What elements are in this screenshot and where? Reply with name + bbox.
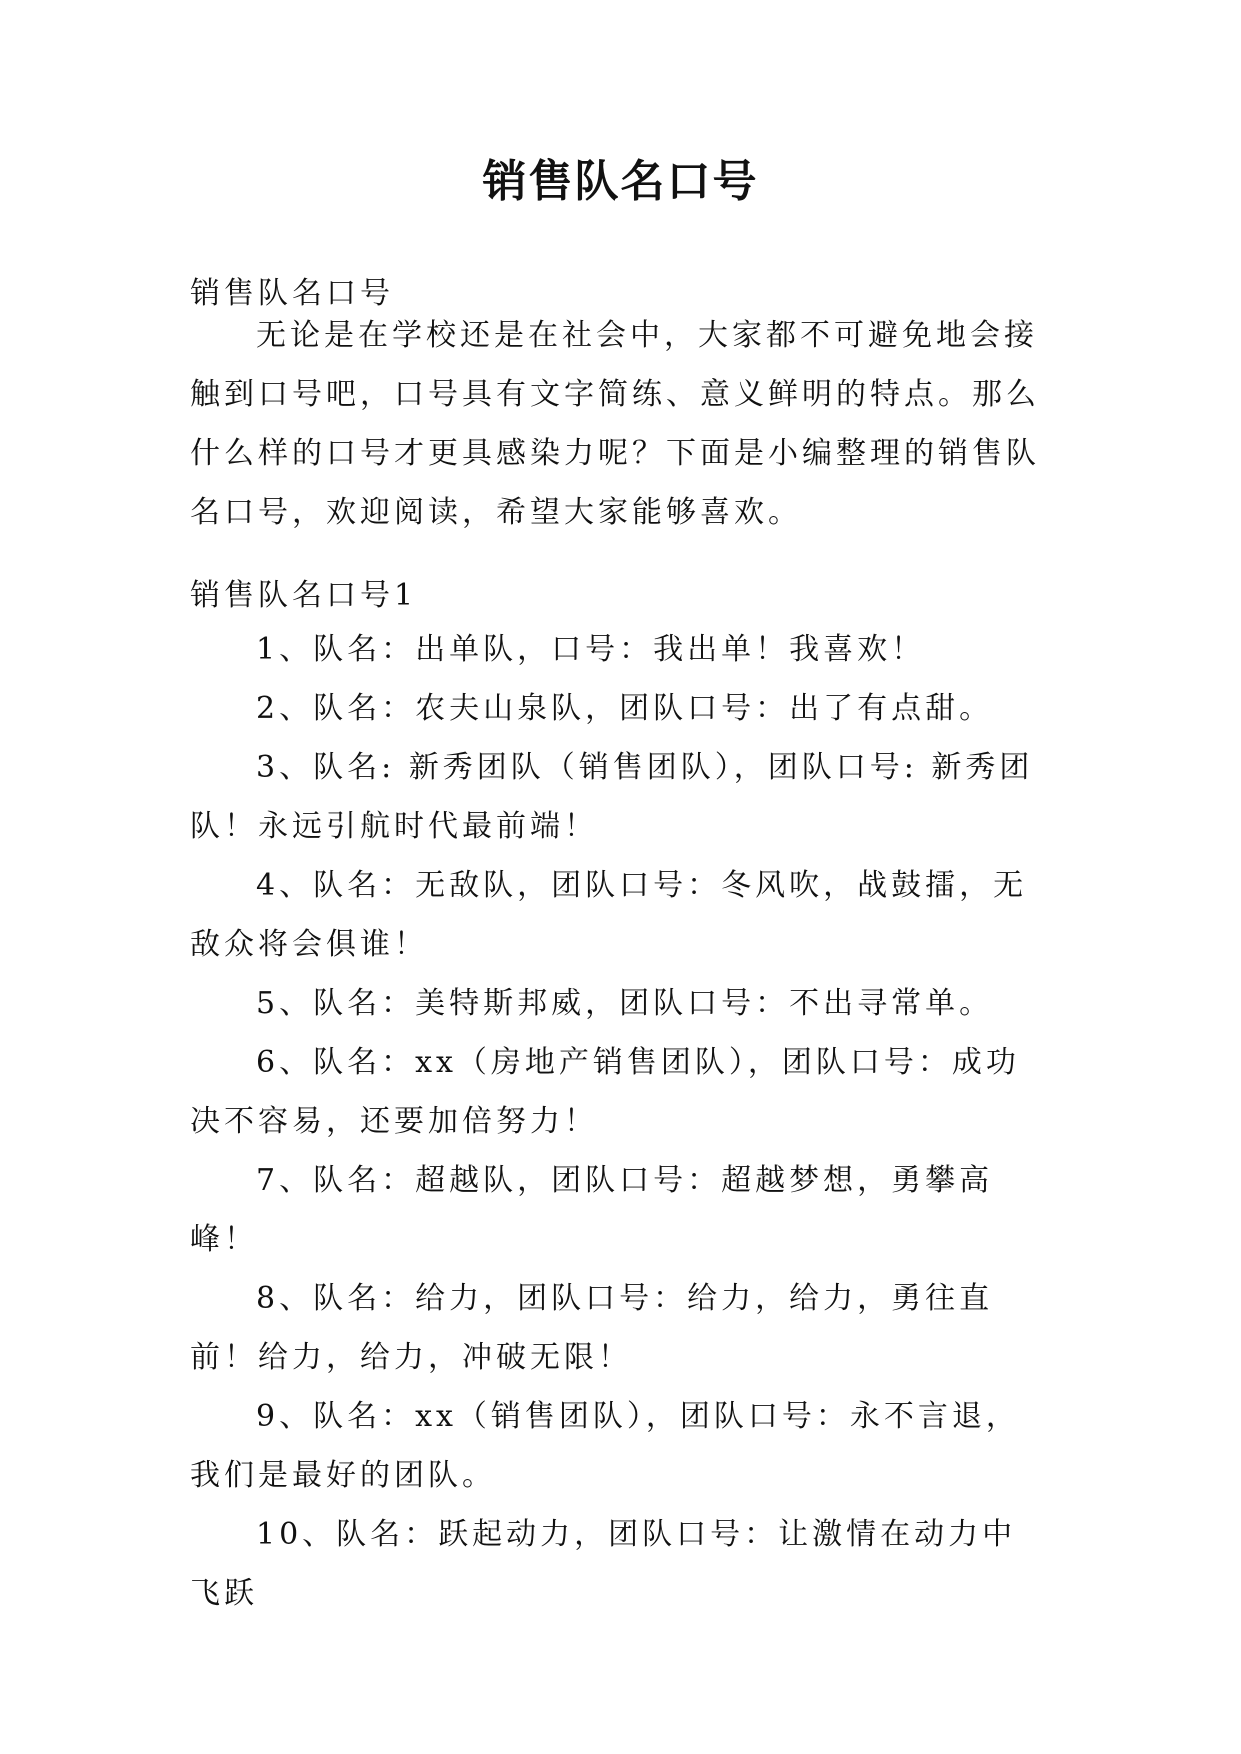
list-item: 6、队名：xx（房地产销售团队），团队口号：成功决不容易，还要加倍努力！ [190,1045,1020,1139]
item-list [190,620,1050,1623]
list-item: 4、队名：无敌队，团队口号：冬风吹，战鼓擂，无敌众将会俱谁！ [190,868,1028,962]
list-item: 3、队名: 新秀团队（销售团队），团队口号: 新秀团队！永远引航时代最前端！ [190,750,1034,844]
list-item: 8、队名：给力，团队口号：给力，给力，勇往直前！给力，给力，冲破无限！ [190,1281,994,1375]
subheading: 销售队名口号1 [190,578,418,613]
document-title: 销售队名口号 [482,156,759,207]
list-item: 10、队名：跃起动力，团队口号：让激情在动力中飞跃 [190,1517,1017,1611]
list-item: 7、队名：超越队，团队口号：超越梦想，勇攀高峰！ [190,1163,994,1257]
intro-paragraph: 无论是在学校还是在社会中，大家都不可避免地会接触到口号吧，口号具有文字简练、意义鲜明的特点。那么什么样的口号才更具感染力呢？下面是小编整理的销售队名口号，欢迎阅读，希望大家能够喜欢。 [190,318,1040,530]
list-item: 5、队名：美特斯邦威，团队口号：不出寻常单。 [256,986,994,1021]
list-item: 2、队名：农夫山泉队，团队口号：出了有点甜。 [256,691,994,726]
list-item: 9、队名：xx（销售团队），团队口号：永不言退，我们是最好的团队。 [190,1399,1020,1493]
section-heading: 销售队名口号 [190,276,394,311]
list-item: 1、队名：出单队，口号：我出单！我喜欢！ [256,632,926,667]
